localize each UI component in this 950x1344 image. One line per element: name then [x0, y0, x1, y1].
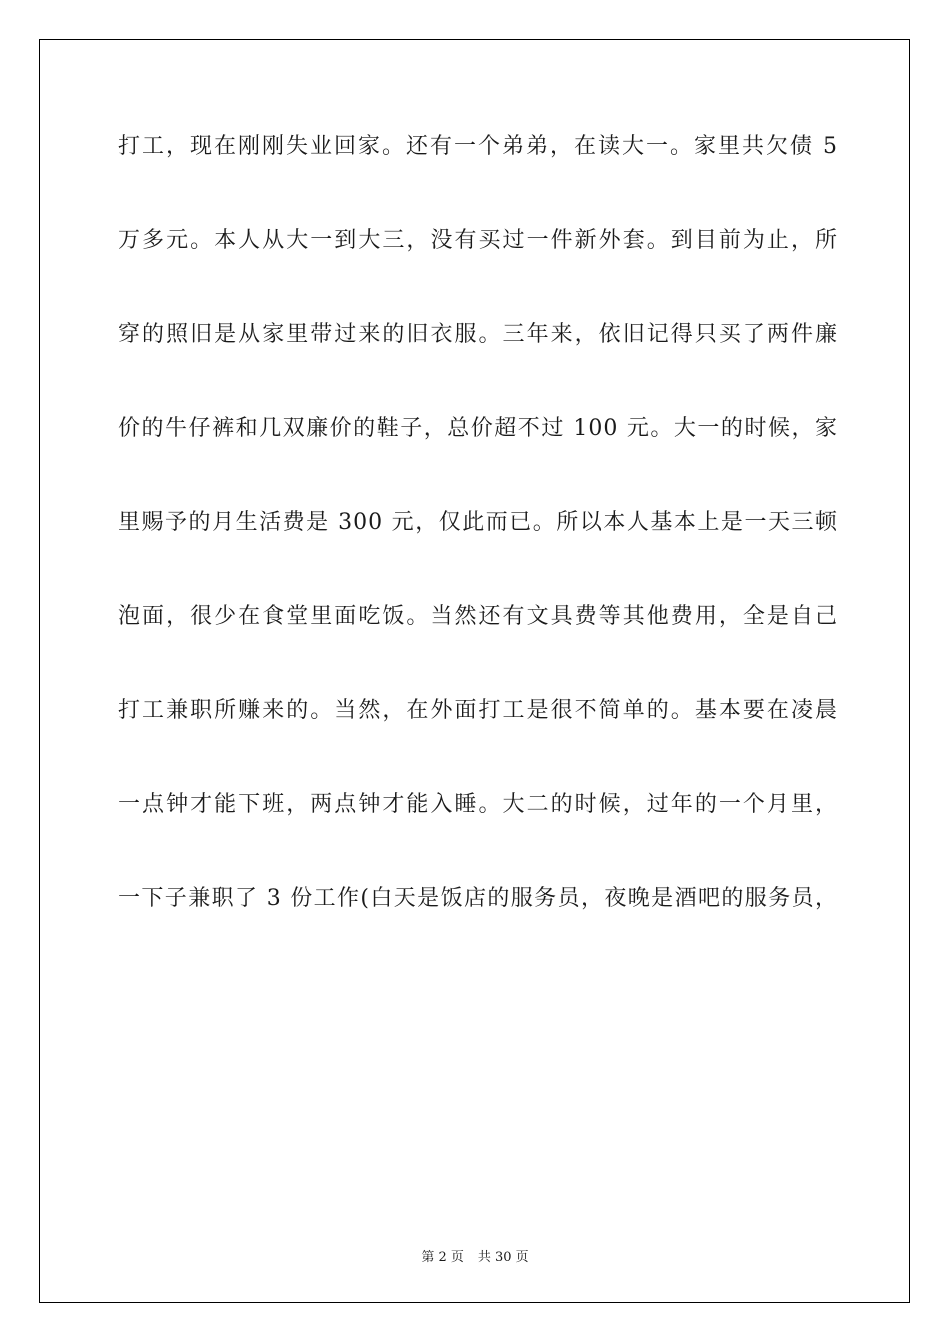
document-body: [118, 130, 838, 976]
page-number: 第 2 页: [421, 1250, 464, 1265]
body-line: 穿的照旧是从家里带过来的旧衣服。三年来，依旧记得只买了两件廉: [118, 322, 838, 347]
body-line: 泡面，很少在食堂里面吃饭。当然还有文具费等其他费用，全是自己: [118, 604, 838, 629]
body-line: 万多元。本人从大一到大三，没有买过一件新外套。到目前为止，所: [118, 228, 838, 253]
body-line: 里赐予的月生活费是 300 元，仅此而已。所以本人基本上是一天三顿: [118, 510, 838, 535]
page-total: 共 30 页: [477, 1250, 529, 1265]
body-line: 价的牛仔裤和几双廉价的鞋子，总价超不过 100 元。大一的时候，家: [118, 416, 838, 441]
body-line: 一下子兼职了 3 份工作(白天是饭店的服务员，夜晚是酒吧的服务员，: [118, 886, 838, 911]
page-footer: [0, 1246, 950, 1265]
body-line: 打工兼职所赚来的。当然，在外面打工是很不简单的。基本要在凌晨: [118, 698, 838, 723]
body-line: 一点钟才能下班，两点钟才能入睡。大二的时候，过年的一个月里，: [118, 792, 838, 817]
body-line: 打工，现在刚刚失业回家。还有一个弟弟，在读大一。家里共欠债 5: [118, 134, 838, 159]
